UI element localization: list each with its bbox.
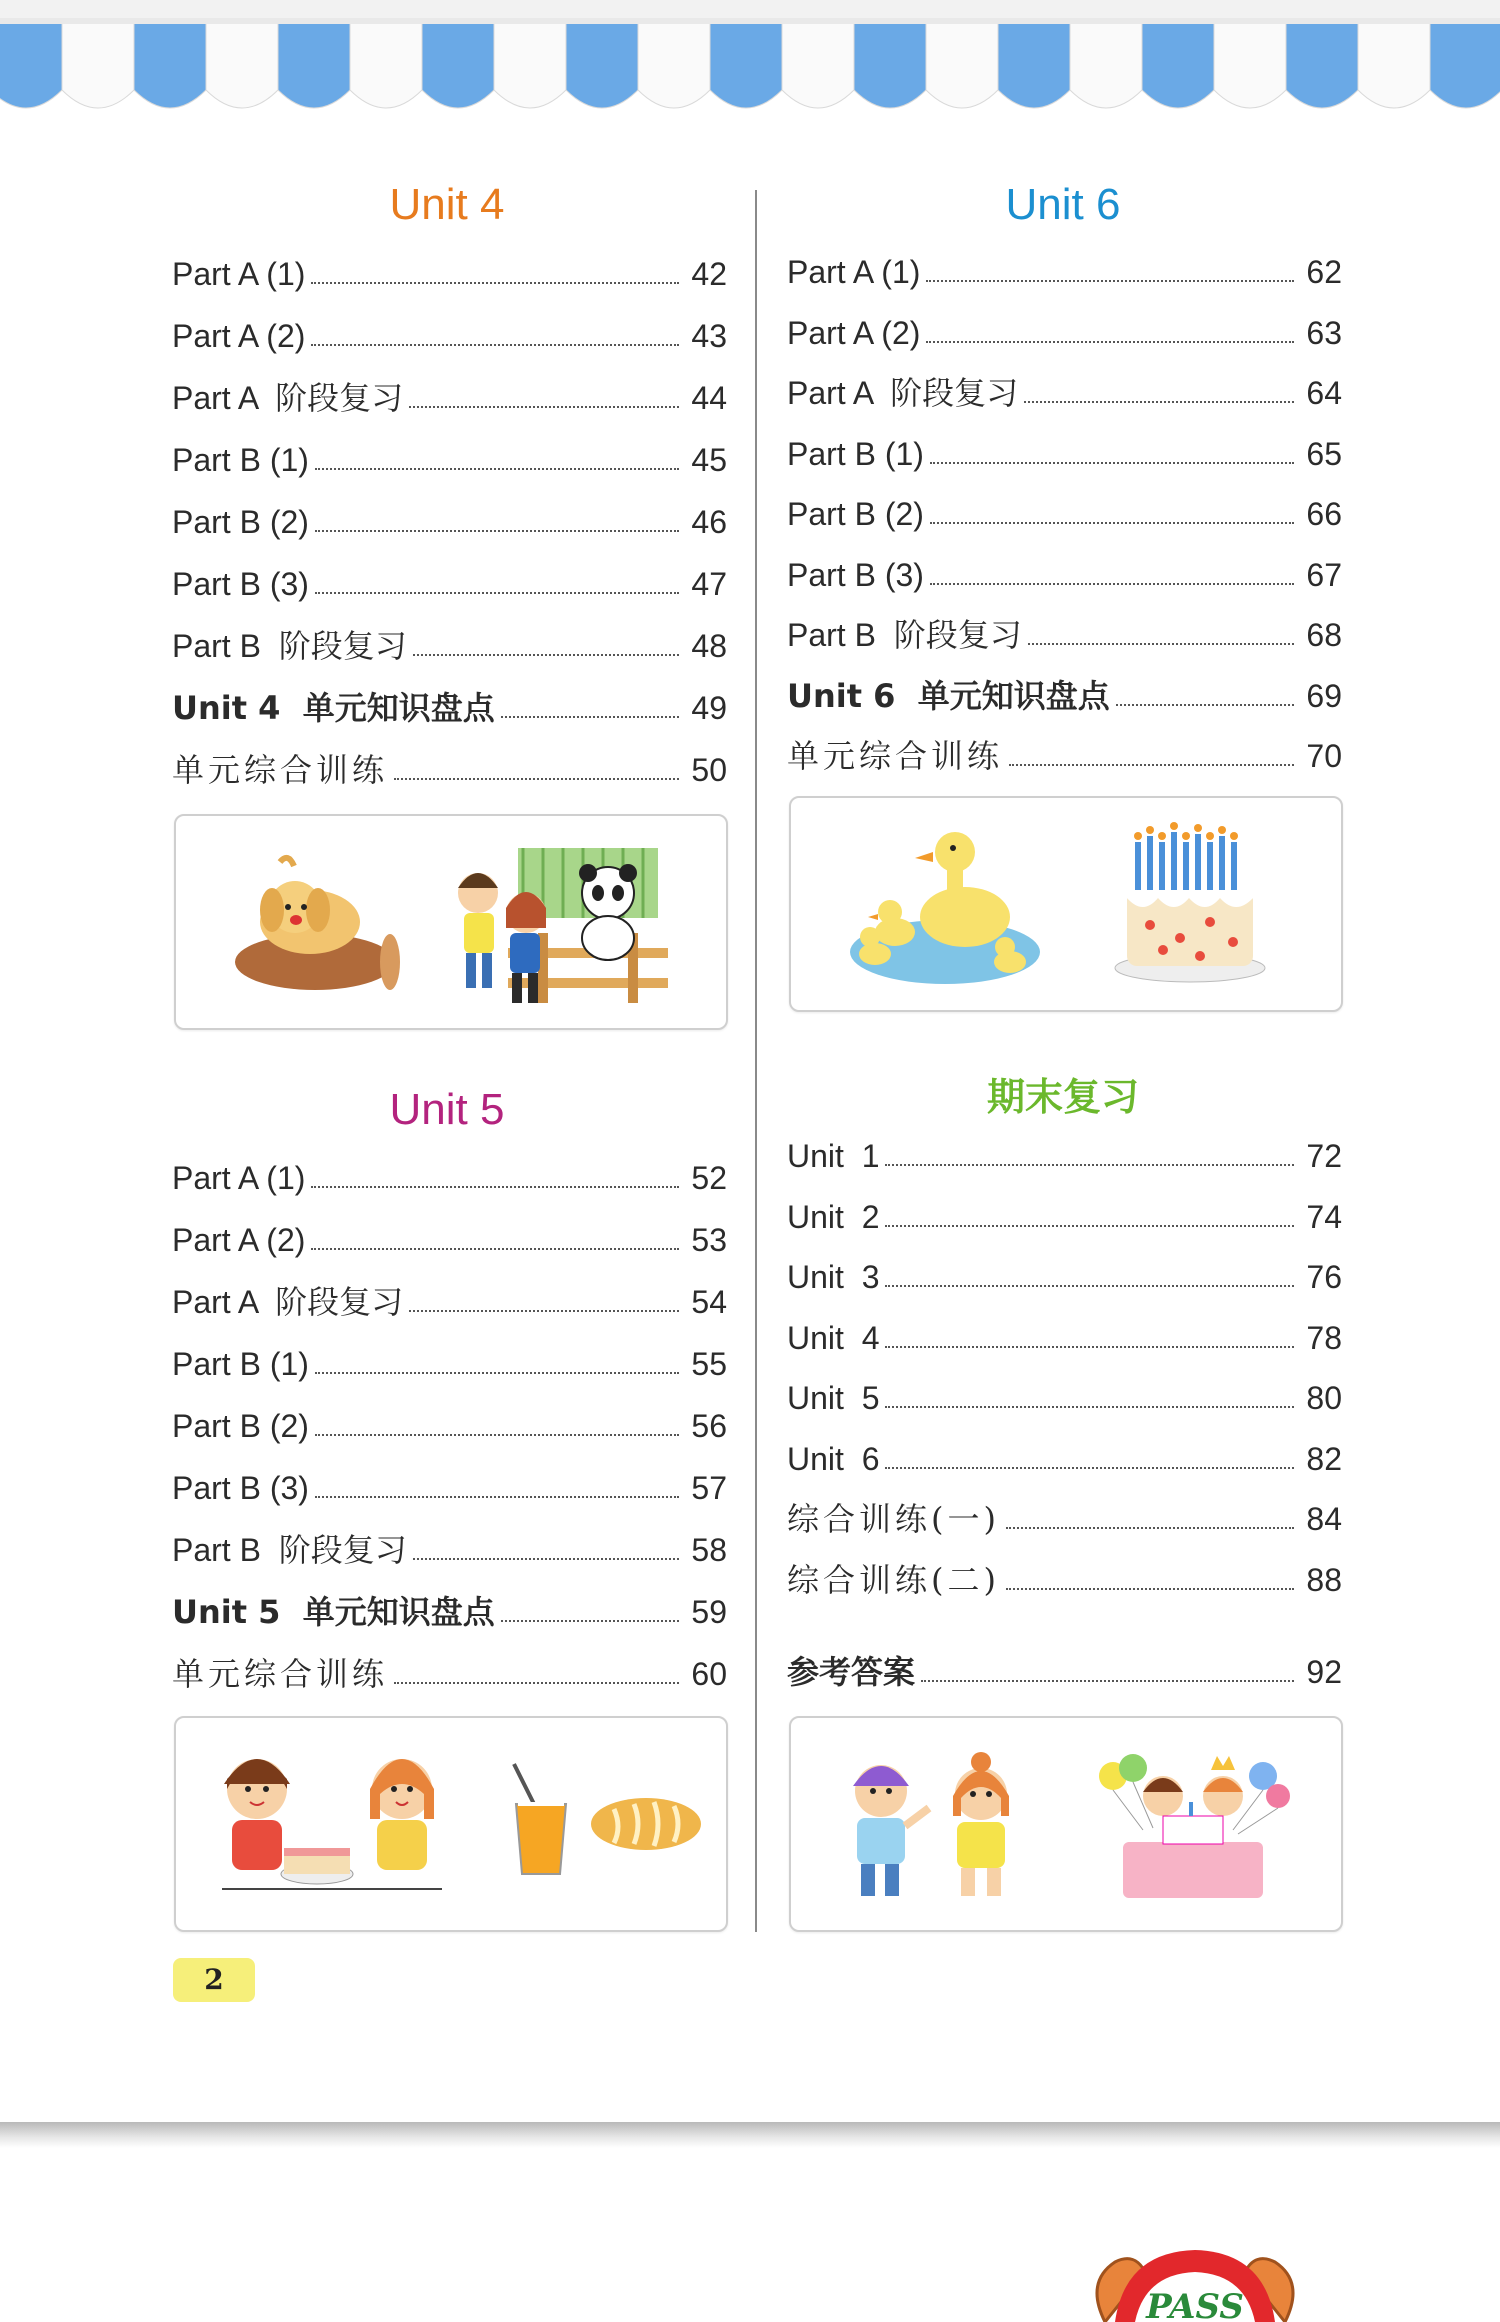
toc-entry-label: Part B (2) bbox=[172, 1408, 309, 1444]
answers-page: 92 bbox=[1306, 1654, 1342, 1690]
unit4-title: Unit 4 bbox=[389, 180, 505, 229]
toc-entry-page: 88 bbox=[1306, 1561, 1342, 1598]
awning-stripe bbox=[134, 20, 206, 108]
toc-entry-label: Part A (2) bbox=[172, 318, 306, 354]
dot-leader bbox=[315, 592, 679, 594]
toc-row[interactable] bbox=[172, 1156, 727, 1200]
toc-entry-page: 44 bbox=[691, 380, 727, 416]
dot-leader bbox=[926, 341, 1294, 343]
dot-leader bbox=[315, 1434, 679, 1436]
dot-leader bbox=[315, 530, 679, 532]
toc-entry-page: 66 bbox=[1306, 496, 1342, 532]
toc-entry-label: Unit 1 bbox=[787, 1138, 880, 1174]
toc-row[interactable] bbox=[787, 1558, 1342, 1602]
toc-row[interactable] bbox=[172, 686, 727, 730]
awning-stripe bbox=[1358, 20, 1430, 108]
toc-entry-label: Unit 4 bbox=[787, 1319, 880, 1356]
dog-on-log-icon bbox=[220, 852, 400, 1002]
toc-row[interactable] bbox=[172, 1466, 727, 1510]
toc-entry-label: Part B (1) bbox=[787, 435, 924, 472]
awning-stripe bbox=[1430, 20, 1500, 108]
dot-leader bbox=[885, 1164, 1294, 1166]
awning-stripe bbox=[1070, 20, 1142, 108]
unit4-picture-box bbox=[174, 814, 728, 1030]
toc-entry-label: Part B 阶段复习 bbox=[172, 1532, 407, 1568]
toc-entry-page: 62 bbox=[1306, 254, 1342, 290]
dot-leader bbox=[394, 1682, 679, 1684]
awning-stripe bbox=[854, 20, 926, 108]
toc-entry-label: Part A (1) bbox=[172, 256, 306, 292]
dot-leader bbox=[409, 1310, 679, 1312]
toc-row[interactable] bbox=[172, 376, 727, 420]
unit5-title: Unit 5 bbox=[389, 1085, 505, 1134]
toc-row[interactable] bbox=[787, 1497, 1342, 1541]
toc-entry-label: Unit 6 bbox=[787, 1440, 880, 1477]
birthday-cake-icon bbox=[1105, 820, 1275, 990]
toc-entry-label: Part B (3) bbox=[787, 556, 924, 593]
toc-entry-page: 60 bbox=[691, 1656, 727, 1692]
pass-logo-text: PASS bbox=[1146, 2287, 1244, 2322]
toc-entry-page: 53 bbox=[691, 1222, 727, 1258]
dot-leader bbox=[311, 1248, 679, 1250]
unit6-title: Unit 6 bbox=[1005, 180, 1121, 229]
toc-entry-page: 82 bbox=[1306, 1440, 1342, 1477]
dot-leader bbox=[1006, 1527, 1294, 1529]
toc-entry-label: Part A (2) bbox=[172, 1222, 306, 1258]
toc-entry-page: 49 bbox=[691, 690, 727, 726]
juice-and-bread-icon bbox=[506, 1754, 706, 1894]
toc-entry-page: 48 bbox=[691, 628, 727, 664]
awning-stripe bbox=[1142, 20, 1214, 108]
dot-leader bbox=[930, 522, 1294, 524]
unit5-picture-box bbox=[174, 1716, 728, 1932]
toc-row[interactable] bbox=[787, 311, 1342, 355]
toc-row[interactable] bbox=[787, 1437, 1342, 1481]
toc-row[interactable] bbox=[172, 624, 727, 668]
awning-stripe bbox=[350, 20, 422, 108]
awning-stripe bbox=[494, 20, 566, 108]
toc-row[interactable] bbox=[172, 438, 727, 482]
toc-entry-label: Part A 阶段复习 bbox=[787, 375, 1019, 411]
dot-leader bbox=[885, 1225, 1294, 1227]
awning-stripe bbox=[422, 20, 494, 108]
dot-leader bbox=[315, 1372, 679, 1374]
toc-entry-page: 63 bbox=[1306, 314, 1342, 351]
toc-row[interactable] bbox=[787, 734, 1342, 778]
toc-row[interactable] bbox=[172, 1652, 727, 1696]
toc-entry-label: Unit 5 bbox=[787, 1380, 880, 1416]
toc-row[interactable] bbox=[787, 371, 1342, 415]
toc-entry-label: Part A (1) bbox=[787, 254, 921, 290]
dot-leader bbox=[413, 1558, 679, 1560]
dot-leader bbox=[930, 462, 1294, 464]
toc-row[interactable] bbox=[787, 553, 1342, 597]
toc-entry-label: Part B (3) bbox=[172, 1470, 309, 1506]
toc-entry-label: Part A (1) bbox=[172, 1160, 306, 1196]
toc-entry-label: Part A (2) bbox=[787, 314, 921, 351]
answers-label: 参考答案 bbox=[787, 1653, 916, 1691]
dot-leader bbox=[926, 280, 1294, 282]
toc-row[interactable] bbox=[172, 562, 727, 606]
dot-leader bbox=[885, 1346, 1294, 1348]
dot-leader bbox=[315, 1496, 679, 1498]
pass-logo-icon bbox=[1075, 2240, 1315, 2322]
dot-leader bbox=[1006, 1588, 1294, 1590]
dot-leader bbox=[413, 654, 679, 656]
toc-entry-label: Unit 6 单元知识盘点 bbox=[787, 676, 1110, 715]
dot-leader bbox=[501, 716, 679, 718]
dot-leader bbox=[885, 1406, 1294, 1408]
toc-entry-page: 52 bbox=[691, 1160, 727, 1196]
toc-entry-page: 57 bbox=[691, 1470, 727, 1506]
toc-row[interactable] bbox=[172, 1280, 727, 1324]
toc-entry-label: Unit 5 单元知识盘点 bbox=[172, 1593, 495, 1631]
toc-entry-page: 65 bbox=[1306, 435, 1342, 472]
awning-stripe bbox=[278, 20, 350, 108]
toc-row[interactable] bbox=[787, 1376, 1342, 1420]
toc-entry-page: 72 bbox=[1306, 1138, 1342, 1174]
toc-row[interactable] bbox=[172, 252, 727, 296]
toc-entry-label: Unit 2 bbox=[787, 1198, 880, 1235]
toc-entry-label: Part B (1) bbox=[172, 1346, 309, 1382]
toc-entry-page: 69 bbox=[1306, 677, 1342, 714]
dot-leader bbox=[1116, 704, 1294, 706]
awning-stripe bbox=[206, 20, 278, 108]
toc-entry-page: 84 bbox=[1306, 1501, 1342, 1537]
toc-entry-page: 50 bbox=[691, 752, 727, 788]
awning-stripe bbox=[926, 20, 998, 108]
toc-entry-page: 46 bbox=[691, 504, 727, 540]
toc-row[interactable] bbox=[787, 1255, 1342, 1299]
dot-leader bbox=[409, 406, 679, 408]
toc-entry-label: Unit 3 bbox=[787, 1259, 880, 1295]
awning-stripe bbox=[998, 20, 1070, 108]
birthday-party-icon bbox=[1093, 1746, 1293, 1906]
awning-stripe bbox=[1214, 20, 1286, 108]
toc-row[interactable] bbox=[787, 1316, 1342, 1360]
awning-stripe bbox=[0, 20, 62, 108]
awning-stripe bbox=[638, 20, 710, 108]
toc-entry-label: Part B (3) bbox=[172, 566, 309, 602]
column-divider bbox=[755, 190, 757, 1932]
toc-entry-page: 67 bbox=[1306, 556, 1342, 593]
toc-entry-label: Part B 阶段复习 bbox=[172, 628, 407, 664]
page-number-badge: 2 bbox=[173, 1958, 255, 2002]
dot-leader bbox=[311, 1186, 679, 1188]
toc-entry-label: 综合训练(一) bbox=[787, 1500, 1000, 1538]
toc-entry-label: 单元综合训练 bbox=[787, 737, 1004, 775]
toc-row[interactable] bbox=[172, 1342, 727, 1386]
toc-row[interactable] bbox=[787, 432, 1342, 476]
dot-leader bbox=[315, 468, 679, 470]
dot-leader bbox=[1024, 401, 1294, 403]
two-kids-waving-icon bbox=[831, 1746, 1031, 1906]
toc-row[interactable] bbox=[787, 492, 1342, 536]
toc-entry-label: Part A 阶段复习 bbox=[172, 380, 404, 416]
awning-stripe bbox=[1286, 20, 1358, 108]
toc-row[interactable] bbox=[787, 1134, 1342, 1178]
toc-entry-page: 58 bbox=[691, 1532, 727, 1568]
dot-leader bbox=[885, 1467, 1294, 1469]
toc-entry-label: Part B (2) bbox=[787, 496, 924, 532]
unit6-picture-box bbox=[789, 796, 1343, 1012]
awning-stripe bbox=[710, 20, 782, 108]
toc-row[interactable] bbox=[787, 674, 1342, 718]
toc-entry-page: 56 bbox=[691, 1408, 727, 1444]
review-picture-box bbox=[789, 1716, 1343, 1932]
toc-entry-label: Part B (1) bbox=[172, 442, 309, 478]
toc-row[interactable] bbox=[787, 250, 1342, 294]
toc-entry-label: Part B (2) bbox=[172, 504, 309, 540]
dot-leader bbox=[311, 282, 679, 284]
toc-entry-page: 42 bbox=[691, 256, 727, 292]
dot-leader bbox=[885, 1285, 1294, 1287]
toc-entry-page: 80 bbox=[1306, 1380, 1342, 1416]
ducks-in-pond-icon bbox=[845, 822, 1045, 992]
toc-row-answers[interactable] bbox=[787, 1650, 1342, 1694]
toc-row[interactable] bbox=[787, 613, 1342, 657]
toc-entry-page: 47 bbox=[691, 566, 727, 602]
toc-row[interactable] bbox=[172, 314, 727, 358]
dot-leader bbox=[1009, 764, 1294, 766]
dot-leader bbox=[1028, 643, 1294, 645]
toc-entry-label: 单元综合训练 bbox=[172, 1655, 389, 1693]
girls-with-cake-icon bbox=[212, 1744, 452, 1904]
page-bottom-shadow bbox=[0, 2122, 1500, 2148]
dot-leader bbox=[501, 1620, 679, 1622]
awning-stripe bbox=[782, 20, 854, 108]
awning-header bbox=[0, 0, 1500, 150]
toc-entry-label: Part B 阶段复习 bbox=[787, 617, 1022, 653]
toc-entry-page: 54 bbox=[691, 1284, 727, 1320]
toc-row[interactable] bbox=[172, 500, 727, 544]
toc-entry-page: 68 bbox=[1306, 617, 1342, 653]
toc-row[interactable] bbox=[172, 1218, 727, 1262]
toc-entry-label: 单元综合训练 bbox=[172, 751, 389, 789]
toc-entry-page: 43 bbox=[691, 318, 727, 354]
toc-entry-page: 70 bbox=[1306, 738, 1342, 774]
dot-leader bbox=[394, 778, 679, 780]
toc-entry-label: 综合训练(二) bbox=[787, 1560, 1000, 1599]
children-with-panda-icon bbox=[448, 838, 668, 1008]
toc-entry-page: 76 bbox=[1306, 1259, 1342, 1295]
awning-stripe bbox=[566, 20, 638, 108]
dot-leader bbox=[311, 344, 679, 346]
toc-row[interactable] bbox=[172, 1528, 727, 1572]
toc-row[interactable] bbox=[172, 1590, 727, 1634]
toc-row[interactable] bbox=[787, 1195, 1342, 1239]
toc-row[interactable] bbox=[172, 748, 727, 792]
toc-entry-page: 55 bbox=[691, 1346, 727, 1382]
toc-entry-label: Part A 阶段复习 bbox=[172, 1284, 404, 1320]
toc-entry-page: 64 bbox=[1306, 375, 1342, 411]
dot-leader bbox=[930, 583, 1294, 585]
toc-entry-page: 59 bbox=[691, 1594, 727, 1630]
toc-entry-page: 74 bbox=[1306, 1198, 1342, 1235]
awning-stripe bbox=[62, 20, 134, 108]
toc-entry-page: 78 bbox=[1306, 1319, 1342, 1356]
toc-row[interactable] bbox=[172, 1404, 727, 1448]
dot-leader bbox=[921, 1680, 1294, 1682]
awning-stripes-icon bbox=[0, 0, 1500, 150]
final-review-title: 期末复习 bbox=[986, 1075, 1139, 1119]
toc-entry-page: 45 bbox=[691, 442, 727, 478]
toc-entry-label: Unit 4 单元知识盘点 bbox=[172, 689, 495, 727]
